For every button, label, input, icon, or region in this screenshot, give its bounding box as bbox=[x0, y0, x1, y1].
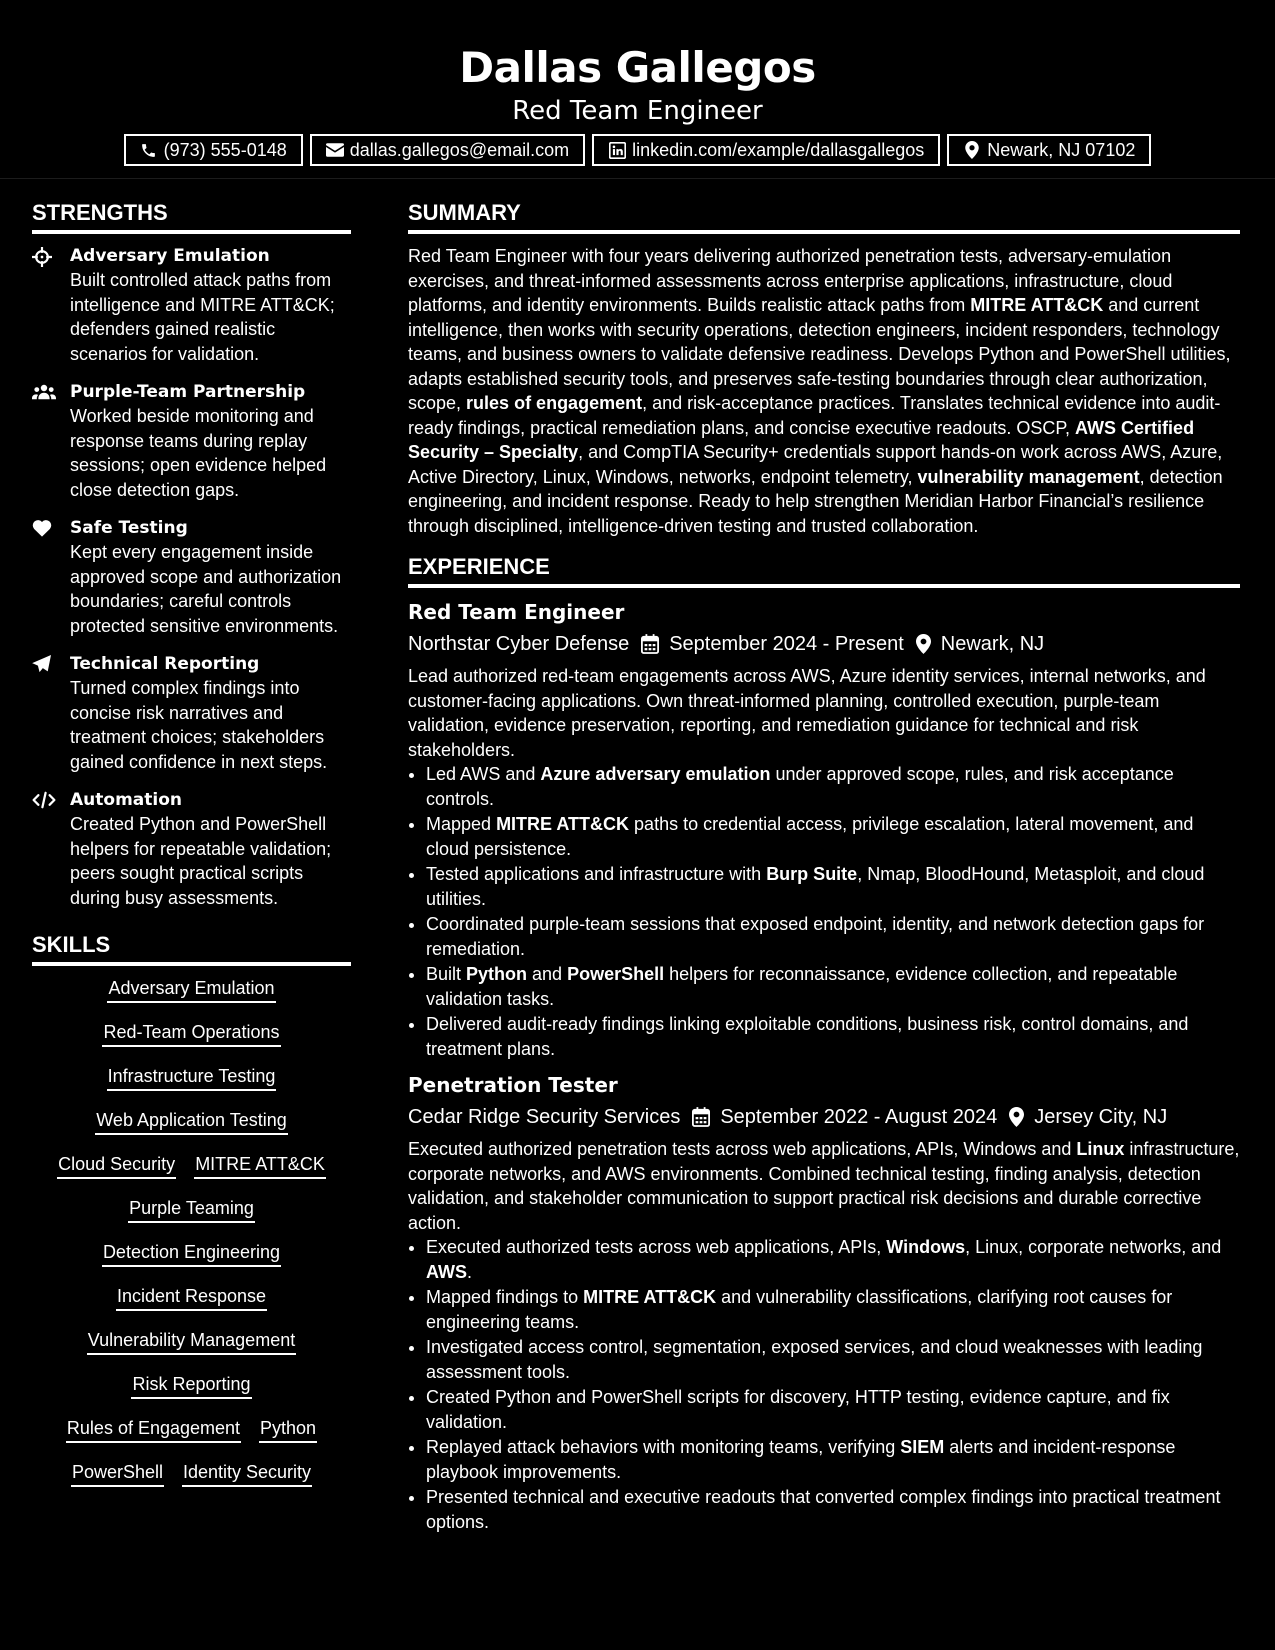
job-bullet bbox=[426, 762, 1240, 811]
text-run: under approved scope, rules, and risk acceptance controls. bbox=[426, 764, 1174, 809]
text-run: Delivered audit-ready findings linking exploitable conditions, business risk, control domains, and treatment plans. bbox=[426, 1014, 1189, 1059]
skill-tag: Risk Reporting bbox=[131, 1372, 251, 1399]
users-icon bbox=[32, 380, 70, 502]
text-run: alerts and incident-response playbook improvements. bbox=[426, 1437, 1176, 1482]
contact-bar bbox=[0, 134, 1275, 166]
contact-phone-text: (973) 555-0148 bbox=[163, 139, 287, 160]
contact-location[interactable] bbox=[947, 134, 1151, 166]
job-bullet bbox=[426, 1235, 1240, 1284]
heart-icon bbox=[32, 516, 70, 638]
resume-header bbox=[0, 0, 1275, 179]
skill-row bbox=[32, 1460, 351, 1487]
text-run: Mapped findings to bbox=[426, 1287, 584, 1307]
code-icon bbox=[32, 788, 70, 910]
text-run: infrastructure, corporate networks, and AWS environments. Combined technical testing, finding analysis, detection validation, and stakeholder communication to support practical risk decisions and durable corrective action. bbox=[408, 1139, 1240, 1233]
job-bullet bbox=[426, 862, 1240, 911]
skill-row bbox=[32, 1064, 351, 1091]
bold-keyword: SIEM bbox=[900, 1437, 945, 1457]
strength-item bbox=[32, 516, 351, 638]
job-dates: September 2022 - August 2024 bbox=[720, 1106, 998, 1128]
text-run: Red Team Engineer with four years delivering authorized penetration tests, adversary-emulation exercises, and threat-informed assessments across enterprise applications, infrastructure, cloud platforms, and identity environments. Builds realistic attack paths from bbox=[408, 246, 1173, 315]
experience-heading: EXPERIENCE bbox=[408, 552, 1240, 588]
strengths-heading: STRENGTHS bbox=[32, 198, 351, 234]
skill-row bbox=[32, 1416, 351, 1443]
summary-text bbox=[408, 244, 1240, 538]
strength-item bbox=[32, 788, 351, 910]
left-column bbox=[32, 198, 351, 1504]
text-run: Led AWS and bbox=[426, 764, 541, 784]
job-bullet bbox=[426, 1385, 1240, 1434]
skill-row bbox=[32, 1196, 351, 1223]
skill-tag: Red-Team Operations bbox=[102, 1020, 280, 1047]
text-run: helpers for reconnaissance, evidence collection, and repeatable validation tasks. bbox=[426, 964, 1178, 1009]
bold-keyword: rules of engagement bbox=[466, 393, 643, 413]
bold-keyword: vulnerability management bbox=[917, 466, 1140, 487]
skills-list bbox=[32, 976, 351, 1487]
text-run: , Nmap, BloodHound, Metasploit, and cloud utilities. bbox=[426, 864, 1205, 909]
job-bullet bbox=[426, 1335, 1240, 1384]
job-bullet bbox=[426, 962, 1240, 1011]
strength-item bbox=[32, 244, 351, 366]
calendar-icon bbox=[692, 1107, 710, 1127]
strength-desc: Kept every engagement inside approved scope and authorization boundaries; careful controls protected sensitive environments. bbox=[70, 542, 342, 636]
text-run: Coordinated purple-team sessions that exposed endpoint, identity, and network detection gaps for remediation. bbox=[426, 914, 1205, 959]
contact-email[interactable] bbox=[310, 134, 585, 166]
bold-keyword: MITRE ATT&CK bbox=[583, 1287, 717, 1307]
crosshair-icon bbox=[32, 244, 70, 366]
text-run: Lead authorized red-team engagements across AWS, Azure identity services, internal networks, and customer-facing applications. Own threat-informed planning, controlled execution, purple-team validation, evidence preservation, reporting, and remediation guidance for technical and risk stakeholders. bbox=[408, 666, 1206, 760]
skills-heading: SKILLS bbox=[32, 930, 351, 966]
job-bullet bbox=[426, 1485, 1240, 1534]
contact-email-text: dallas.gallegos@email.com bbox=[349, 139, 570, 160]
text-run: , and risk-acceptance practices. Translates technical evidence into audit-ready findings, practical remediation plans, and concise executive readouts. OSCP, bbox=[408, 393, 1221, 438]
skill-tag: PowerShell bbox=[71, 1460, 164, 1487]
skill-tag: Vulnerability Management bbox=[87, 1328, 296, 1355]
job-location: Jersey City, NJ bbox=[1034, 1106, 1168, 1128]
linkedin-icon bbox=[608, 141, 626, 159]
job-location: Newark, NJ bbox=[940, 633, 1045, 655]
skill-row bbox=[32, 1372, 351, 1399]
strength-item bbox=[32, 380, 351, 502]
text-run: paths to credential access, privilege escalation, lateral movement, and cloud persistence. bbox=[426, 814, 1194, 859]
text-run: Tested applications and infrastructure with bbox=[426, 864, 767, 884]
summary-heading: SUMMARY bbox=[408, 198, 1240, 234]
skill-tag: MITRE ATT&CK bbox=[194, 1152, 326, 1179]
text-run: Replayed attack behaviors with monitoring teams, verifying bbox=[426, 1437, 901, 1457]
strength-desc: Created Python and PowerShell helpers for repeatable validation; peers sought practical scripts during busy assessments. bbox=[70, 814, 332, 908]
skill-tag: Incident Response bbox=[116, 1284, 267, 1311]
text-run: and bbox=[527, 964, 568, 984]
skill-tag: Adversary Emulation bbox=[107, 976, 275, 1003]
calendar-icon bbox=[641, 634, 659, 654]
text-run: , and CompTIA Security+ credentials support hands-on work across AWS, Azure, Active Directory, Linux, Windows, networks, endpoint telemetry, bbox=[408, 442, 1223, 487]
job-description bbox=[408, 664, 1240, 762]
job-bullet bbox=[426, 812, 1240, 861]
job-description bbox=[408, 1137, 1240, 1235]
strength-title: Adversary Emulation bbox=[70, 246, 270, 266]
bold-keyword: Burp Suite bbox=[766, 864, 858, 884]
skill-row bbox=[32, 1152, 351, 1179]
strength-title: Technical Reporting bbox=[70, 654, 260, 674]
job-meta bbox=[408, 630, 1240, 658]
text-run: Created Python and PowerShell scripts for discovery, HTTP testing, evidence capture, and fix validation. bbox=[426, 1387, 1170, 1432]
bold-keyword: Linux bbox=[1076, 1139, 1125, 1159]
job-bullet bbox=[426, 912, 1240, 961]
text-run: and current intelligence, then works with security operations, detection engineers, incident responders, technology teams, and business owners to validate defensive readiness. Develops Python and PowerShell utilities, adapts established security tools, and preserves safe-testing boundaries through clear authorization, scope, bbox=[408, 295, 1231, 413]
skill-row bbox=[32, 1240, 351, 1267]
experience-list bbox=[408, 598, 1240, 1534]
paper-plane-icon bbox=[32, 652, 70, 774]
skill-tag: Identity Security bbox=[182, 1460, 312, 1487]
bold-keyword: Windows bbox=[886, 1237, 966, 1257]
text-run: , Linux, corporate networks, and bbox=[965, 1237, 1222, 1257]
skill-row bbox=[32, 976, 351, 1003]
skill-tag: Purple Teaming bbox=[128, 1196, 255, 1223]
job-entry bbox=[408, 598, 1240, 1061]
contact-linkedin-text: linkedin.com/example/dallasgallegos bbox=[632, 139, 925, 160]
text-run: . bbox=[467, 1261, 473, 1282]
text-run: Presented technical and executive readouts that converted complex findings into practical treatment options. bbox=[426, 1487, 1221, 1532]
strength-desc: Built controlled attack paths from intelligence and MITRE ATT&CK; defenders gained realistic scenarios for validation. bbox=[70, 270, 335, 364]
job-title: Red Team Engineer bbox=[408, 600, 625, 624]
job-company: Northstar Cyber Defense bbox=[408, 633, 630, 655]
skill-tag: Infrastructure Testing bbox=[107, 1064, 277, 1091]
strength-desc: Worked beside monitoring and response teams during replay sessions; open evidence helped close detection gaps. bbox=[70, 406, 327, 500]
bold-keyword: Python bbox=[466, 964, 528, 984]
map-pin-icon bbox=[1009, 1107, 1024, 1127]
right-column bbox=[408, 198, 1240, 1544]
strength-title: Purple-Team Partnership bbox=[70, 382, 306, 402]
job-entry bbox=[408, 1071, 1240, 1534]
job-dates: September 2024 - Present bbox=[669, 633, 904, 655]
text-run: Built bbox=[426, 964, 467, 984]
bold-keyword: Azure adversary emulation bbox=[540, 764, 771, 784]
skill-tag: Web Application Testing bbox=[95, 1108, 287, 1135]
bold-keyword: AWS Certified Security – Specialty bbox=[408, 417, 1195, 462]
skill-tag: Detection Engineering bbox=[102, 1240, 281, 1267]
contact-location-text: Newark, NJ 07102 bbox=[987, 139, 1136, 160]
phone-icon bbox=[140, 141, 158, 159]
strength-title: Safe Testing bbox=[70, 518, 188, 538]
text-run: Mapped bbox=[426, 814, 497, 834]
job-bullet bbox=[426, 1285, 1240, 1334]
skill-tag: Rules of Engagement bbox=[66, 1416, 241, 1443]
map-pin-icon bbox=[916, 634, 931, 654]
bold-keyword: PowerShell bbox=[567, 964, 665, 984]
candidate-title: Red Team Engineer bbox=[512, 96, 763, 126]
candidate-name: Dallas Gallegos bbox=[459, 43, 816, 92]
bold-keyword: MITRE ATT&CK bbox=[970, 295, 1104, 315]
text-run: Executed authorized tests across web applications, APIs, bbox=[426, 1237, 887, 1257]
job-company: Cedar Ridge Security Services bbox=[408, 1106, 681, 1128]
skill-tag: Cloud Security bbox=[57, 1152, 176, 1179]
skill-tag: Python bbox=[259, 1416, 317, 1443]
map-pin-icon bbox=[963, 141, 981, 159]
skill-row bbox=[32, 1020, 351, 1047]
text-run: Investigated access control, segmentation, exposed services, and cloud weaknesses with leading assessment tools. bbox=[426, 1337, 1203, 1382]
contact-phone[interactable] bbox=[124, 134, 303, 166]
text-run: , detection engineering, and incident response. Ready to help strengthen Meridian Harbor Financial’s resilience through disciplined, intelligence-driven testing and trusted collaboration. bbox=[408, 466, 1223, 536]
job-meta bbox=[408, 1103, 1240, 1131]
job-bullet bbox=[426, 1435, 1240, 1484]
job-title: Penetration Tester bbox=[408, 1073, 618, 1097]
skill-row bbox=[32, 1284, 351, 1311]
job-bullets bbox=[408, 1235, 1240, 1534]
text-run: Executed authorized penetration tests across web applications, APIs, Windows and bbox=[408, 1139, 1077, 1159]
strength-title: Automation bbox=[70, 790, 182, 810]
contact-linkedin[interactable] bbox=[592, 134, 940, 166]
skill-row bbox=[32, 1328, 351, 1355]
bold-keyword: MITRE ATT&CK bbox=[496, 814, 630, 834]
text-run: and vulnerability classifications, clarifying root causes for engineering teams. bbox=[426, 1287, 1173, 1332]
strength-desc: Turned complex findings into concise risk narratives and treatment choices; stakeholders gained confidence in next steps. bbox=[70, 678, 328, 772]
strength-item bbox=[32, 652, 351, 774]
bold-keyword: AWS bbox=[426, 1261, 468, 1282]
job-bullets bbox=[408, 762, 1240, 1061]
skill-row bbox=[32, 1108, 351, 1135]
job-bullet bbox=[426, 1012, 1240, 1061]
envelope-icon bbox=[326, 141, 344, 159]
